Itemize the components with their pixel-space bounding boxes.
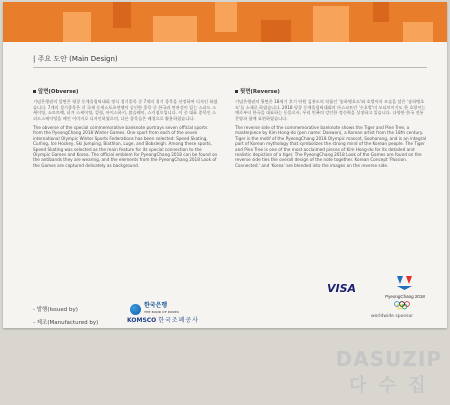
banner-block [113,2,131,28]
banner-block [215,2,237,32]
issued-by-label: - 발행(Issued by) [33,307,78,313]
obverse-english-text: The obverse of the special commemorative banknote portrays seven official sports from the PyeongChang 2018 Winter Games. One sport from each of the seven international Olympic Winter Sports Federations has been selected: Speed Skating, Curling, Ice Hockey, Ski Jumping, Biathlon, Luge, and Bobsleigh. Among these sports, Speed Skating was selected as the main feature for its special connection to the Olympic Games and Korea. The official emblem for PyeongChang 2018 can be found on the antibands they are wearing, and the elements from the PyeongChang 2018 Look of the Games are captured delicately as background. [33,125,218,168]
komsco-logo [127,315,199,324]
sponsor-block [327,272,437,322]
komsco-korean: 한국조폐공사 [158,317,199,324]
reverse-heading: 뒷면(Reverse) [235,90,427,95]
manufactured-by-label: - 제조(Manufactured by) [33,320,99,326]
reverse-column [235,90,427,172]
bank-of-korea-emblem-icon [130,304,141,315]
dasuzip-watermark [336,347,442,397]
bank-of-korea-english: THE BANK OF KOREA [144,310,180,314]
reverse-korean-text: 기념은행권의 뒷면은 18세기 후기 단원 김홍도의 작품인 '송하맹호도'와 호랑이의 모습을 담은 '송하맹호도'를 소재로 하였습니다. 2018 평창 동계올림픽대회의 마스코트인 '수호랑'의 모티브이기도 한 호랑이는 예로부터 한국을 대표하는 동물로서, 우리 민족의 강인한 정신력을 상징하고 있습니다. 다양한 한국 전통 문양과 함께 표현하였습니다. [235,99,426,121]
watermark-text-top: DASUZIP [335,347,442,371]
certificate-sheet [3,2,447,328]
reverse-english-text: The reverse side of the commemorative banknote shows the Tiger and Pine Tree, a masterpiece by Kim Hong-do (pen name: Danwon), a Korean artist from the 18th century. Tiger is the motif of the PyeongChang 2018 Olympic mascot, Soohorang, and is an integral part of Korean mythology that symbolizes the strong mind of the Korean people. The Tiger and Pine Tree is one of the most acclaimed pieces of Kim Hong-do for its detailed and realistic depiction of a tiger. The PyeongChang 2018 Look of the Games are found on the reverse side ties the overall design of the note together. Korean Concept 'Passion. Connected.' and 'Korea' are blended into the images on the reverse side. [235,125,427,168]
banner-block [313,6,349,42]
obverse-heading: 앞면(Obverse) [33,90,218,95]
orange-banner [3,2,447,42]
pyeongchang-name: PyeongChang 2018 [385,294,425,299]
banner-block [153,16,197,42]
banner-block [403,22,433,42]
obverse-column [33,90,218,172]
pyeongchang-2018-logo-icon [375,272,435,312]
bank-of-korea-name: 한국은행 [144,302,168,309]
obverse-korean-text: 기념은행권의 앞면은 평창 동계올림픽대회 정식 경기종목 중 7개의 경기 종목을 선정하여 디자인 하였습니다. 7개의 경기종목은 각 국제 동계스포츠연맹이 승인한 종목 중 한국과 연관성이 있는 스피드 스케이팅, 쇼트트랙, 피겨 스케이팅, 컬링, 아이스하키, 봅슬레이, 스키점프입니다. 이 중 대표 종목인 스피드스케이팅을 메인 이미지로 디자인하였으며, 다른 종목들은 배경으로 활용하였습니다. [33,99,218,121]
banner-block [63,12,91,42]
bank-of-korea-logo [130,302,179,316]
watermark-text-bottom: 다 수 집 [348,375,429,396]
banner-block [261,20,291,42]
komsco-english: KOMSCO [127,317,157,324]
section-title: | 주요 도안 (Main Design) [33,54,427,68]
sponsor-caption: worldwide sponsor [371,314,414,319]
visa-logo: VISA [327,282,357,295]
banner-block [373,2,389,22]
